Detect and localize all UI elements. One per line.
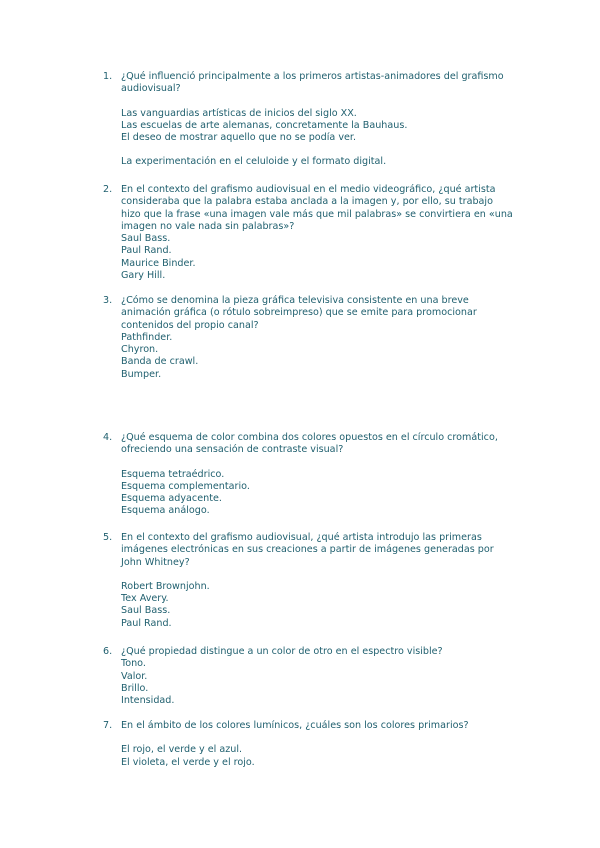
options-list — [121, 108, 513, 169]
question-text: ¿Cómo se denomina la pieza gráfica televisiva consistente en una breve animación gráfica (o rótulo sobreimpreso) que se emite para promocionar contenidos del propio canal? — [121, 295, 477, 331]
question-text: En el contexto del grafismo audiovisual, ¿qué artista introdujo las primeras imágenes electrónicas en sus creaciones a partir de imágenes generadas por John Whitney? — [121, 532, 494, 568]
option: Banda de crawl. — [121, 356, 199, 368]
option: Maurice Binder. — [121, 257, 196, 269]
option: El deseo de mostrar aquello que no se podía ver. — [121, 132, 357, 144]
question-2 — [103, 184, 513, 282]
option: El violeta, el verde y el rojo. — [121, 756, 255, 768]
option: Las vanguardias artísticas de inicios del siglo XX. — [121, 107, 357, 119]
option: Esquema adyacente. — [121, 493, 222, 505]
question-text: En el ámbito de los colores lumínicos, ¿cuáles son los colores primarios? — [121, 720, 469, 731]
option: Brillo. — [121, 682, 149, 694]
question-6 — [103, 646, 513, 707]
option: Tex Avery. — [121, 593, 169, 605]
options-list — [121, 233, 513, 282]
option: Saul Bass. — [121, 605, 171, 617]
question-3 — [103, 295, 513, 381]
options-list — [121, 658, 513, 707]
question-7 — [103, 720, 513, 769]
option: Intensidad. — [121, 695, 175, 707]
question-number: 1. — [103, 71, 113, 82]
option: Esquema análogo. — [121, 505, 210, 517]
options-list — [121, 581, 513, 630]
option: Saul Bass. — [121, 233, 171, 245]
option: El rojo, el verde y el azul. — [121, 744, 243, 756]
option: Valor. — [121, 670, 148, 682]
question-number: 2. — [103, 184, 113, 195]
question-text: ¿Qué influenció principalmente a los primeros artistas-animadores del grafismo audiovisual? — [121, 71, 504, 95]
option: Paul Rand. — [121, 245, 172, 257]
option: Tono. — [121, 658, 146, 670]
option: La experimentación en el celuloide y el formato digital. — [121, 156, 387, 168]
option: Chyron. — [121, 344, 159, 356]
option: Paul Rand. — [121, 617, 172, 629]
question-1 — [103, 71, 513, 169]
question-text: En el contexto del grafismo audiovisual en el medio videográfico, ¿qué artista consideraba que la palabra estaba anclada a la imagen y, por ello, su trabajo hizo que la frase «una imagen vale más que mil palabras» se convirtiera en «una imagen no vale nada sin palabras»? — [121, 184, 513, 232]
question-number: 4. — [103, 432, 113, 443]
options-list — [121, 744, 513, 769]
question-4 — [103, 432, 513, 518]
option: Las escuelas de arte alemanas, concretamente la Bauhaus. — [121, 119, 408, 131]
options-list — [121, 332, 513, 381]
option: Esquema complementario. — [121, 480, 250, 492]
option: Gary Hill. — [121, 270, 166, 282]
question-number: 3. — [103, 295, 113, 306]
option: Robert Brownjohn. — [121, 580, 210, 592]
question-number: 7. — [103, 720, 113, 731]
options-list — [121, 469, 513, 518]
option: Esquema tetraédrico. — [121, 468, 225, 480]
option: Pathfinder. — [121, 331, 173, 343]
question-text: ¿Qué propiedad distingue a un color de otro en el espectro visible? — [121, 646, 443, 657]
question-number: 6. — [103, 646, 113, 657]
option: Bumper. — [121, 368, 162, 380]
question-number: 5. — [103, 532, 113, 543]
question-text: ¿Qué esquema de color combina dos colores opuestos en el círculo cromático, ofreciendo una sensación de contraste visual? — [121, 432, 498, 456]
question-5 — [103, 532, 513, 630]
